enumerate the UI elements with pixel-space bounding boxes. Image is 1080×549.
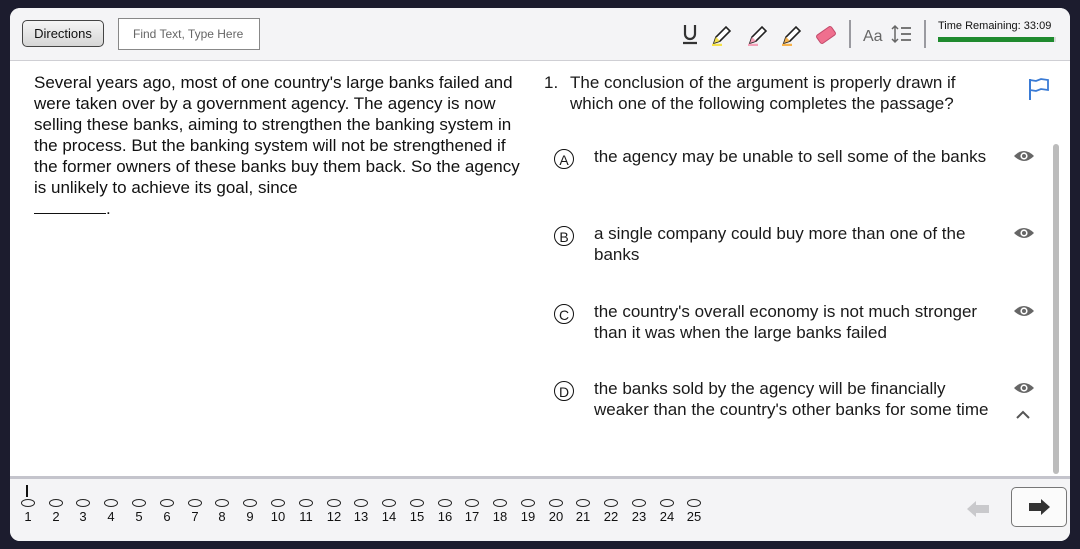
choice-letter[interactable]: B [554,226,574,246]
question-nav-number: 12 [326,509,342,524]
underline-icon[interactable] [678,22,702,46]
question-nav-number: 1 [24,509,32,524]
font-size-icon[interactable] [862,22,886,46]
next-button[interactable] [1011,487,1067,527]
flag-icon[interactable] [1026,76,1052,102]
question-status-circle [132,499,146,507]
question-nav-number: 6 [163,509,171,524]
question-nav-item-11[interactable] [295,499,317,524]
question-status-circle [21,499,35,507]
question-nav-number: 14 [381,509,397,524]
question-nav-number: 18 [492,509,508,524]
current-question-marker [26,485,28,497]
question-nav-item-20[interactable] [545,499,567,524]
question-status-circle [438,499,452,507]
passage-blank-suffix: . [106,199,111,218]
question-status-circle [271,499,285,507]
font-size-label: Aa [863,28,883,45]
choice-text: the agency may be unable to sell some of the banks [594,147,987,166]
question-status-circle [188,499,202,507]
question-status-circle [49,499,63,507]
highlighter-orange-icon[interactable] [780,22,804,46]
eye-icon[interactable] [1013,304,1035,318]
toolbar [10,8,1070,61]
question-nav-item-18[interactable] [489,499,511,524]
question-nav-item-7[interactable] [184,499,206,524]
question-nav-item-17[interactable] [461,499,483,524]
question-status-circle [299,499,313,507]
question-nav-item-8[interactable] [211,499,233,524]
back-arrow-icon[interactable] [965,499,991,519]
choice-letter[interactable]: D [554,381,574,401]
question-nav-item-1[interactable] [17,499,39,524]
question-status-circle [465,499,479,507]
question-nav-number: 21 [575,509,591,524]
question-nav-number: 23 [631,509,647,524]
question-nav-item-22[interactable] [600,499,622,524]
question-nav-item-10[interactable] [267,499,289,524]
eye-icon[interactable] [1013,381,1035,395]
question-nav-number: 22 [603,509,619,524]
choice-text: the banks sold by the agency will be financially weaker than the country's other banks for some time [594,379,989,419]
question-nav-number: 25 [686,509,702,524]
line-spacing-icon[interactable] [890,22,914,46]
highlighter-pink-icon[interactable] [746,22,770,46]
question-nav-item-13[interactable] [350,499,372,524]
question-navigation [10,476,1070,541]
choice-letter[interactable]: C [554,304,574,324]
scrollbar[interactable] [1053,144,1059,474]
question-nav-item-15[interactable] [406,499,428,524]
question-nav-number: 11 [299,509,313,524]
question-nav-number: 7 [191,509,199,524]
question-nav-item-5[interactable] [128,499,150,524]
passage-text: Several years ago, most of one country's large banks failed and were taken over by a government agency. The agency is now selling these banks, aiming to strengthen the banking system in the process. But the banking system will not be strengthened if the former owners of these banks buy them back. So the agency is unlikely to achieve its goal, since [34,73,520,197]
question-status-circle [410,499,424,507]
question-nav-number: 4 [107,509,115,524]
question-nav-number: 13 [353,509,369,524]
question-nav-item-25[interactable] [683,499,705,524]
toolbar-separator [924,20,926,48]
question-nav-item-12[interactable] [323,499,345,524]
forward-arrow-icon [1012,488,1068,528]
question-nav-number: 24 [659,509,675,524]
question-nav-number: 20 [548,509,564,524]
question-nav-number: 2 [52,509,60,524]
question-status-circle [160,499,174,507]
question-status-circle [493,499,507,507]
question-nav-item-16[interactable] [434,499,456,524]
eye-icon[interactable] [1013,226,1035,240]
question-status-circle [327,499,341,507]
question-nav-number: 16 [437,509,453,524]
passage-blank [34,199,106,214]
question-status-circle [215,499,229,507]
question-status-circle [521,499,535,507]
question-nav-number: 10 [270,509,286,524]
question-status-circle [104,499,118,507]
question-nav-number: 5 [135,509,143,524]
highlighter-yellow-icon[interactable] [710,22,734,46]
question-nav-number: 15 [409,509,425,524]
toolbar-separator [849,20,851,48]
time-remaining: Time Remaining: 33:09 [938,20,1052,32]
eye-icon[interactable] [1013,149,1035,163]
time-progress-fill [938,37,1054,42]
find-text-input[interactable] [118,18,260,50]
choice-text: a single company could buy more than one of the banks [594,224,966,264]
question-status-circle [632,499,646,507]
question-nav-item-4[interactable] [100,499,122,524]
question-status-circle [354,499,368,507]
question-nav-item-6[interactable] [156,499,178,524]
question-nav-item-24[interactable] [656,499,678,524]
question-nav-item-14[interactable] [378,499,400,524]
question-status-circle [604,499,618,507]
chevron-up-icon[interactable] [1014,408,1032,420]
passage [34,72,532,219]
question-status-circle [382,499,396,507]
question-number: 1. [544,73,559,92]
question-nav-number: 17 [464,509,480,524]
question-status-circle [76,499,90,507]
question-nav-item-19[interactable] [517,499,539,524]
question-status-circle [243,499,257,507]
question-nav-item-21[interactable] [572,499,594,524]
question-nav-item-23[interactable] [628,499,650,524]
question-nav-number: 9 [246,509,254,524]
question-status-circle [576,499,590,507]
eraser-icon[interactable] [814,22,838,46]
test-app [10,8,1070,541]
choice-letter[interactable]: A [554,149,574,169]
question-status-circle [687,499,701,507]
question-nav-number: 19 [520,509,536,524]
time-progress-bar [938,37,1056,42]
question-nav-item-2[interactable] [45,499,67,524]
choice-text: the country's overall economy is not much stronger than it was when the large banks failed [594,302,978,342]
question-nav-number: 3 [79,509,87,524]
question-status-circle [549,499,563,507]
question-nav-number: 8 [218,509,226,524]
directions-button[interactable]: Directions [22,20,104,47]
question-stem: The conclusion of the argument is properly drawn if which one of the following completes the passage? [570,73,956,113]
question-status-circle [660,499,674,507]
question-nav-item-3[interactable] [72,499,94,524]
question-nav-item-9[interactable] [239,499,261,524]
